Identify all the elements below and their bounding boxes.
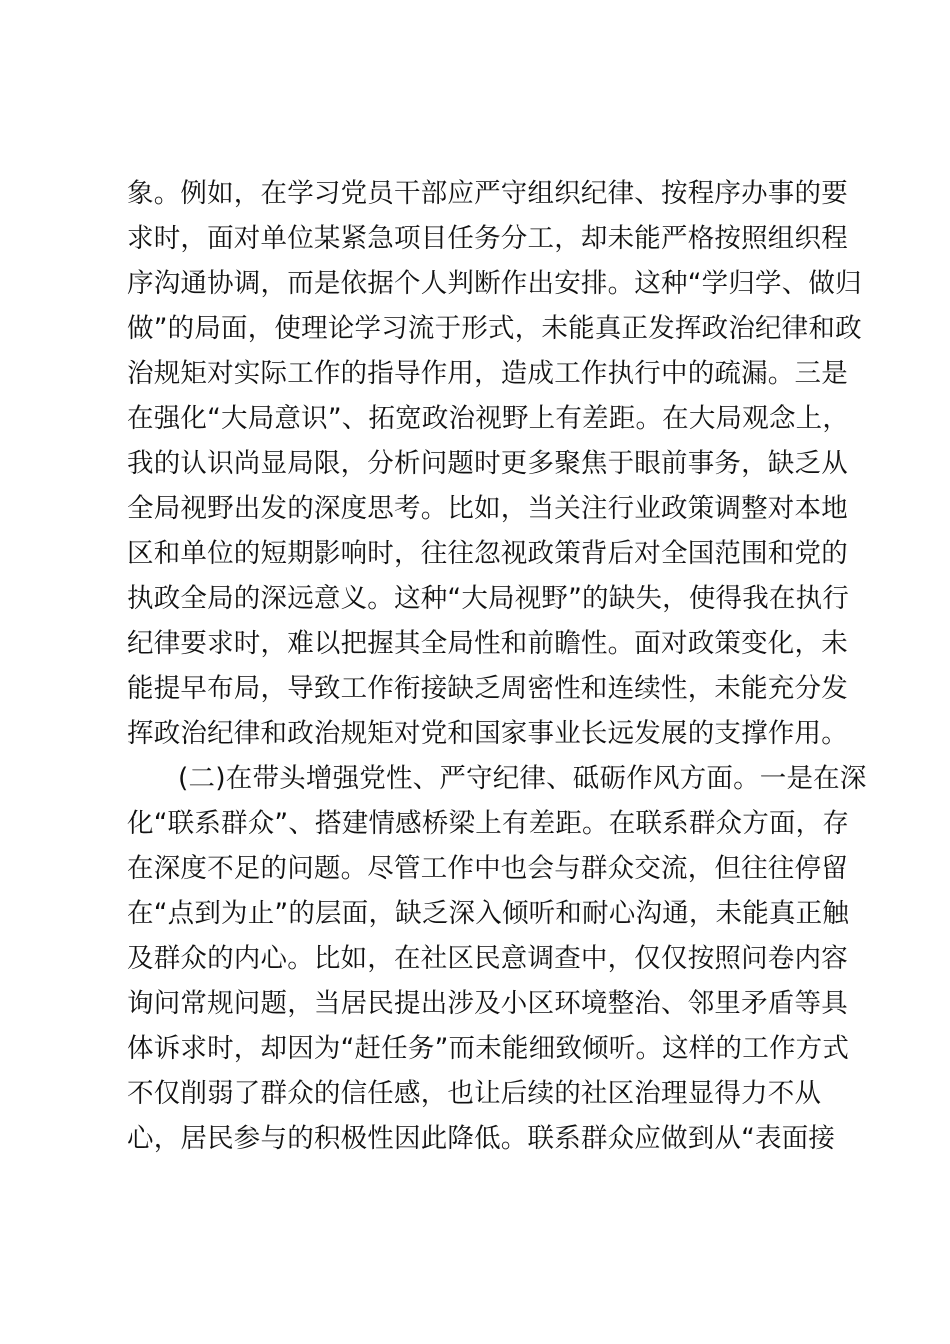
body-text-line: 在强化“大局意识”、拓宽政治视野上有差距。在大局观念上， (127, 403, 850, 434)
body-text-line: 询问常规问题，当居民提出涉及小区环境整治、邻里矛盾等具 (127, 988, 848, 1019)
body-text-line: 纪律要求时，难以把握其全局性和前瞻性。面对政策变化，未 (127, 628, 848, 659)
body-text-line: 心，居民参与的积极性因此降低。联系群众应做到从“表面接 (127, 1123, 836, 1154)
body-text-line: 求时，面对单位某紧急项目任务分工，却未能严格按照组织程 (127, 223, 848, 254)
body-text-line: 及群众的内心。比如，在社区民意调查中，仅仅按照问卷内容 (127, 943, 848, 974)
body-text-line: 在“点到为止”的层面，缺乏深入倾听和耐心沟通，未能真正触 (127, 898, 850, 929)
body-text-line: 执政全局的深远意义。这种“大局视野”的缺失，使得我在执行 (127, 583, 850, 614)
body-text-line: 能提早布局，导致工作衔接缺乏周密性和连续性，未能充分发 (127, 673, 848, 704)
section-heading-line: (二)在带头增强党性、严守纪律、砥砺作风方面。一是在深 (178, 763, 867, 794)
body-text-line: 做”的局面，使理论学习流于形式，未能真正发挥政治纪律和政 (127, 313, 862, 344)
body-text-line: 我的认识尚显局限，分析问题时更多聚焦于眼前事务，缺乏从 (127, 448, 848, 479)
body-text-line: 序沟通协调，而是依据个人判断作出安排。这种“学归学、做归 (127, 268, 862, 299)
body-text-line: 区和单位的短期影响时，往往忽视政策背后对全国范围和党的 (127, 538, 848, 569)
body-text-line: 化“联系群众”、搭建情感桥梁上有差距。在联系群众方面，存 (127, 808, 850, 839)
body-text-line: 体诉求时，却因为“赶任务”而未能细致倾听。这样的工作方式 (127, 1033, 850, 1064)
body-text-line: 挥政治纪律和政治规矩对党和国家事业长远发展的支撑作用。 (127, 718, 848, 749)
body-text-line: 象。例如，在学习党员干部应严守组织纪律、按程序办事的要 (127, 178, 848, 209)
body-text-line: 治规矩对实际工作的指导作用，造成工作执行中的疏漏。三是 (127, 358, 848, 389)
body-text-line: 不仅削弱了群众的信任感，也让后续的社区治理显得力不从 (127, 1078, 822, 1109)
body-text-line: 全局视野出发的深度思考。比如，当关注行业政策调整对本地 (127, 493, 848, 524)
body-text-line: 在深度不足的问题。尽管工作中也会与群众交流，但往往停留 (127, 853, 848, 884)
